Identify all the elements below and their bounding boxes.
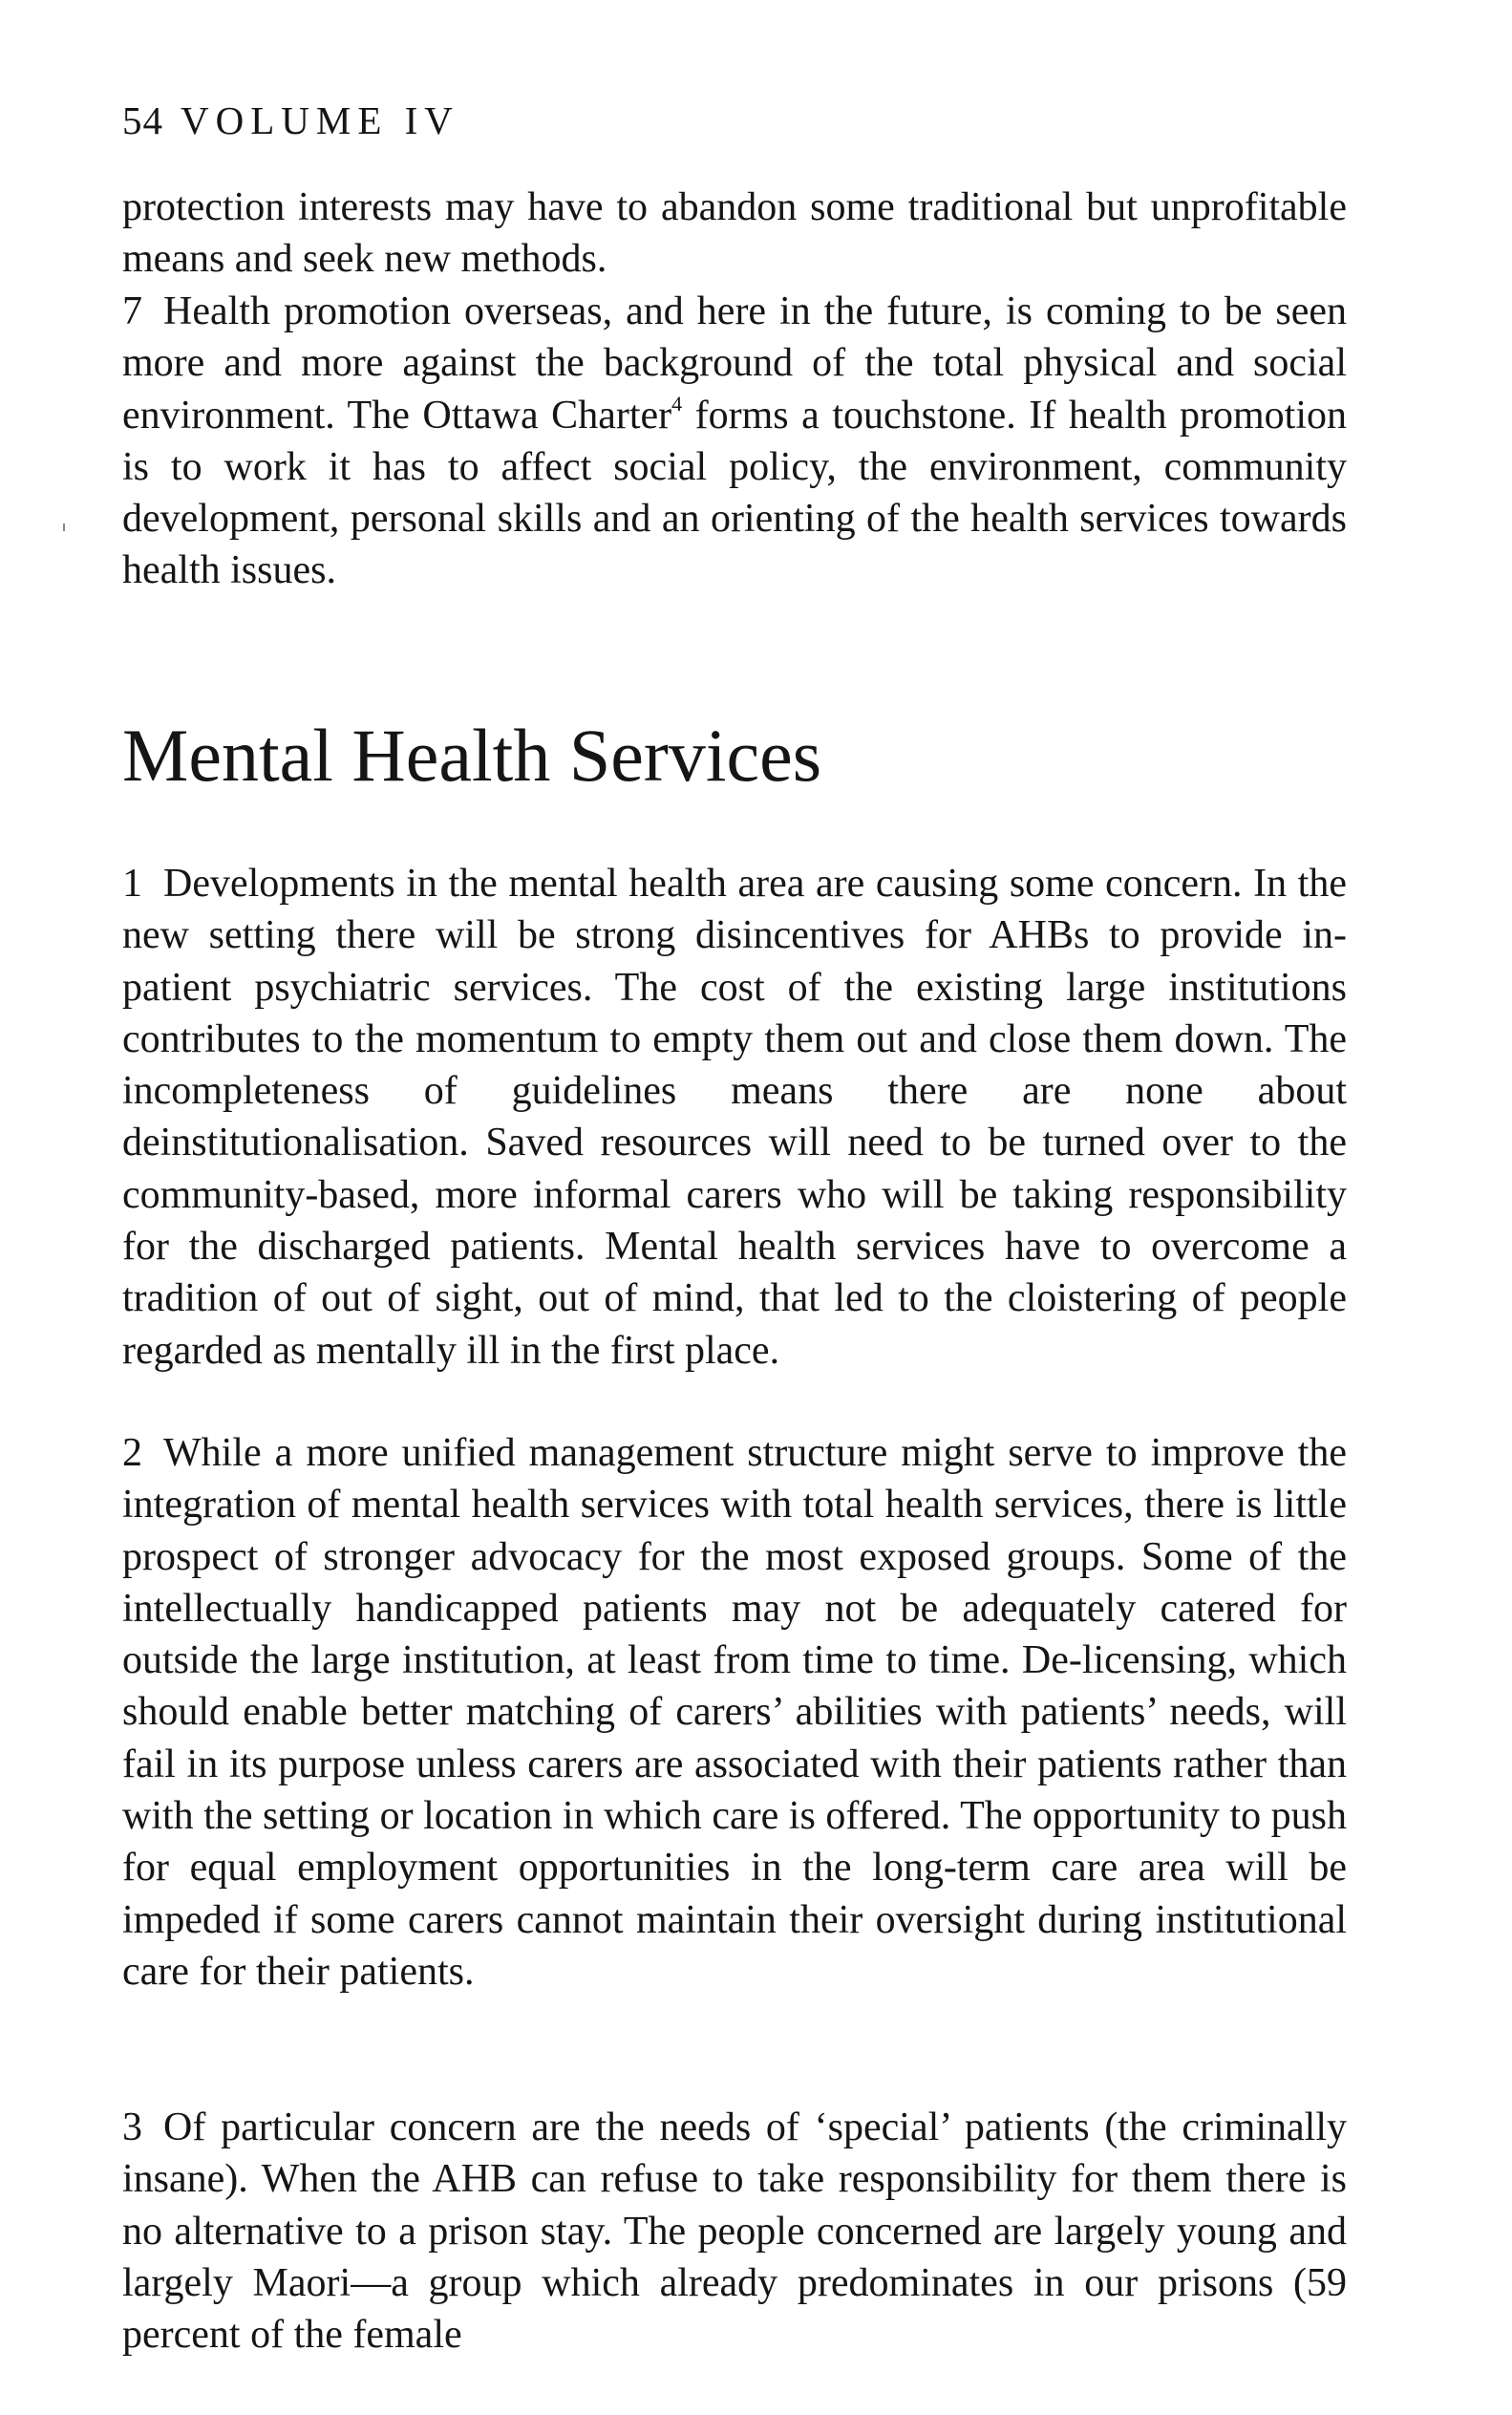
paragraph-text-continued: forms a touchstone. If health promotion is to work it has to affect social policy, the environment, community development, personal skills and an orienting of the health services towards health issues. (122, 393, 1347, 593)
paragraph-number: 2 (122, 1431, 142, 1475)
paragraph-number: 3 (122, 2105, 142, 2149)
page-number: 54 (122, 98, 163, 142)
paragraph-7 (122, 286, 1347, 597)
section-paragraph-2 (122, 1427, 1347, 1998)
paragraph-text: While a more unified management structure might serve to improve the integration of mental health services with total health services, there is little prospect of stronger advocacy for the most exposed groups. Some of the intellectually handicapped patients may not be adequately catered for outside the large institution, at least from time to time. De-licensing, which should enable better matching of carers’ abilities with patients’ needs, will fail in its purpose unless carers are associated with their patients rather than with the setting or location in which care is offered. The opportunity to push for equal employment opportunities in the long-term care area will be impeded if some carers cannot maintain their oversight during institutional care for their patients. (122, 1431, 1347, 1994)
paragraph-text: Of particular concern are the needs of ‘special’ patients (the criminally insane). When the AHB can refuse to take responsibility for them there is no alternative to a prison stay. The people concerned are largely young and largely Maori—a group which already predominates in our prisons (59 percent of the female (122, 2105, 1347, 2358)
paragraph-text: protection interests may have to abandon some traditional but unprofitable means and seek new methods. (122, 185, 1347, 282)
paragraph-text: Health promotion overseas, and here in the future, is coming to be seen more and more against the background of the total physical and social environment. The Ottawa Charter (122, 289, 1347, 438)
paragraph-number: 1 (122, 862, 142, 906)
section-title: Mental Health Services (122, 714, 822, 797)
paragraph-text: Developments in the mental health area are causing some concern. In the new setting there will be strong disincentives for AHBs to provide in-patient psychiatric services. The cost of the existing large institutions contributes to the momentum to empty them out and close them down. The incompleteness of guidelines means there are none about deinstitutionalisation. Saved resources will need to be turned over to the community-based, more informal carers who will be taking responsibility for the discharged patients. Mental health services have to overcome a tradition of out of sight, out of mind, that led to the cloistering of people regarded as mentally ill in the first place. (122, 862, 1347, 1373)
running-head (122, 98, 459, 142)
section-paragraph-1 (122, 858, 1347, 1377)
section-paragraph-3 (122, 2102, 1347, 2361)
volume-label: VOLUME IV (181, 98, 459, 142)
scan-speck (63, 524, 65, 531)
footnote-reference: 4 (671, 391, 683, 416)
paragraph-number: 7 (122, 289, 142, 333)
paragraph-continued (122, 182, 1347, 286)
